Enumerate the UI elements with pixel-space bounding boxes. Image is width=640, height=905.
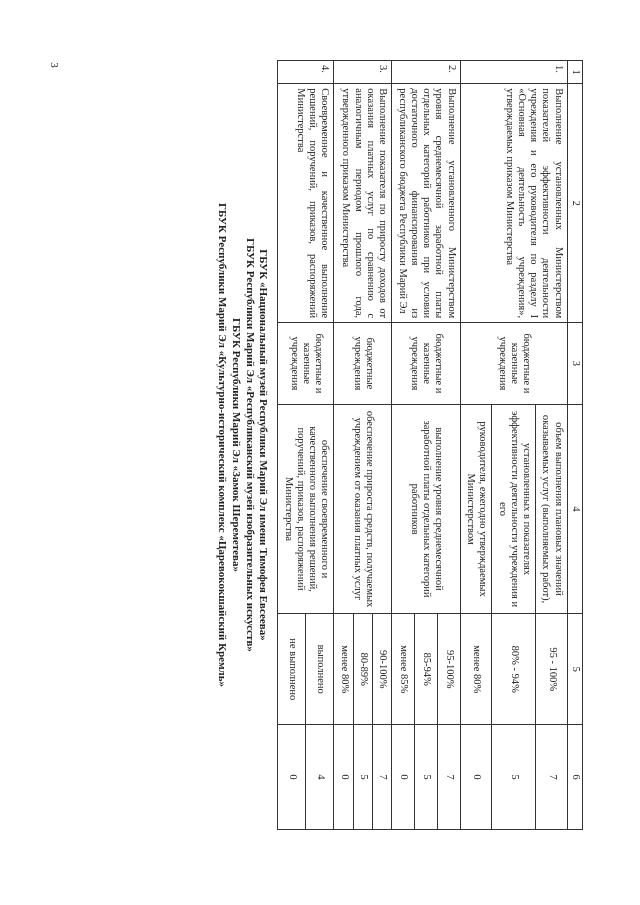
value-cell: менее 80% (334, 614, 353, 725)
row-number: 1. (460, 61, 567, 84)
value-cell: 80-89% (353, 614, 372, 725)
institutions-list (214, 60, 269, 830)
table-row (306, 61, 334, 830)
score-cell: 0 (460, 725, 492, 830)
value-cell: менее 85% (392, 614, 415, 725)
header-cell: 3 (567, 323, 582, 405)
score-cell: 0 (334, 725, 353, 830)
table-row (373, 61, 392, 830)
criteria-cell: руководителя, ежегодно утверждаемых Министерством (460, 404, 492, 614)
institution-name: ГБУК «Национальный музей Республики Марий Эл имени Тимофея Евсеева» (257, 249, 270, 641)
score-cell: 4 (306, 725, 334, 830)
row-number: 3. (334, 61, 392, 84)
institution-type-cell: бюджетные учреждения (334, 323, 392, 405)
page-number: 3 (47, 62, 60, 68)
institution-type-cell: бюджетные и казенные учреждения (278, 323, 334, 405)
indicator-cell: Выполнение установленных Министерством показателей эффективности деятельности учреждения и его руководителя по разделу I «Основная деятельность учреждения», утверждаемых приказом Министерства (460, 84, 567, 323)
institution-name: ГБУК Республики Марий Эл «Республиканский музей изобразительных искусств» (243, 238, 256, 652)
score-cell: 0 (392, 725, 415, 830)
table-row (437, 61, 460, 830)
value-cell: 95-100% (437, 614, 460, 725)
criteria-cell: обеспечение своевременного и качественного выполнения решений, поручений, приказов, распоряжений Министерства (278, 404, 334, 614)
table-row (536, 61, 568, 830)
institution-type-cell: бюджетные и казенные учреждения (392, 323, 460, 405)
criteria-cell: обеспечение прироста средств, получаемых учреждением от оказания платных услуг (334, 404, 392, 614)
score-cell: 0 (278, 725, 306, 830)
criteria-table (277, 60, 583, 830)
score-cell: 5 (415, 725, 438, 830)
header-cell: 6 (567, 725, 582, 830)
value-cell: 90-100% (373, 614, 392, 725)
indicator-cell: Выполнение установленного Министерством уровня среднемесячной заработной платы отдельных категорий работников при условии достаточного финансирования из республиканского бюджета Республики Марий Эл (392, 84, 460, 323)
header-cell: 4 (567, 404, 582, 614)
score-cell: 7 (373, 725, 392, 830)
score-cell: 5 (492, 725, 536, 830)
institution-name: ГБУК Республики Марий Эл «Замок Шереметева» (229, 318, 242, 572)
score-cell: 5 (353, 725, 372, 830)
header-cell: 2 (567, 84, 582, 323)
criteria-cell: выполнение уровня среднемесячной заработной платы отдельных категорий работников (392, 404, 460, 614)
header-cell: 5 (567, 614, 582, 725)
criteria-cell: объем выполнения плановых значений оказываемых услуг (выполняемых работ), (536, 404, 568, 614)
row-number: 2. (392, 61, 460, 84)
value-cell: 80% - 94% (492, 614, 536, 725)
row-number: 4. (278, 61, 334, 84)
indicator-cell: Своевременное и качественное выполнение решений, поручений, приказов, распоряжений Министерства (278, 84, 334, 323)
table-header-row (567, 61, 582, 830)
value-cell: выполнено (306, 614, 334, 725)
header-cell: 1 (567, 61, 582, 84)
score-cell: 7 (536, 725, 568, 830)
value-cell: 85-94% (415, 614, 438, 725)
indicator-cell: Выполнение показателя по приросту доходов от оказания платных услуг по сравнению с аналогичным периодом прошлого года, утвержденного приказом Министерства (334, 84, 392, 323)
score-cell: 7 (437, 725, 460, 830)
institution-type-cell: бюджетные и казенные учреждения (460, 323, 567, 405)
rotated-table-frame (108, 60, 583, 830)
institution-name: ГБУК Республики Марий Эл «Культурно-исторический комплекс «Царевококшайский Кремль» (216, 202, 229, 688)
value-cell: менее 80% (460, 614, 492, 725)
criteria-cell: установленных в показателях эффективности деятельности учреждения и его (492, 404, 536, 614)
value-cell: не выполнено (278, 614, 306, 725)
value-cell: 95 - 100% (536, 614, 568, 725)
